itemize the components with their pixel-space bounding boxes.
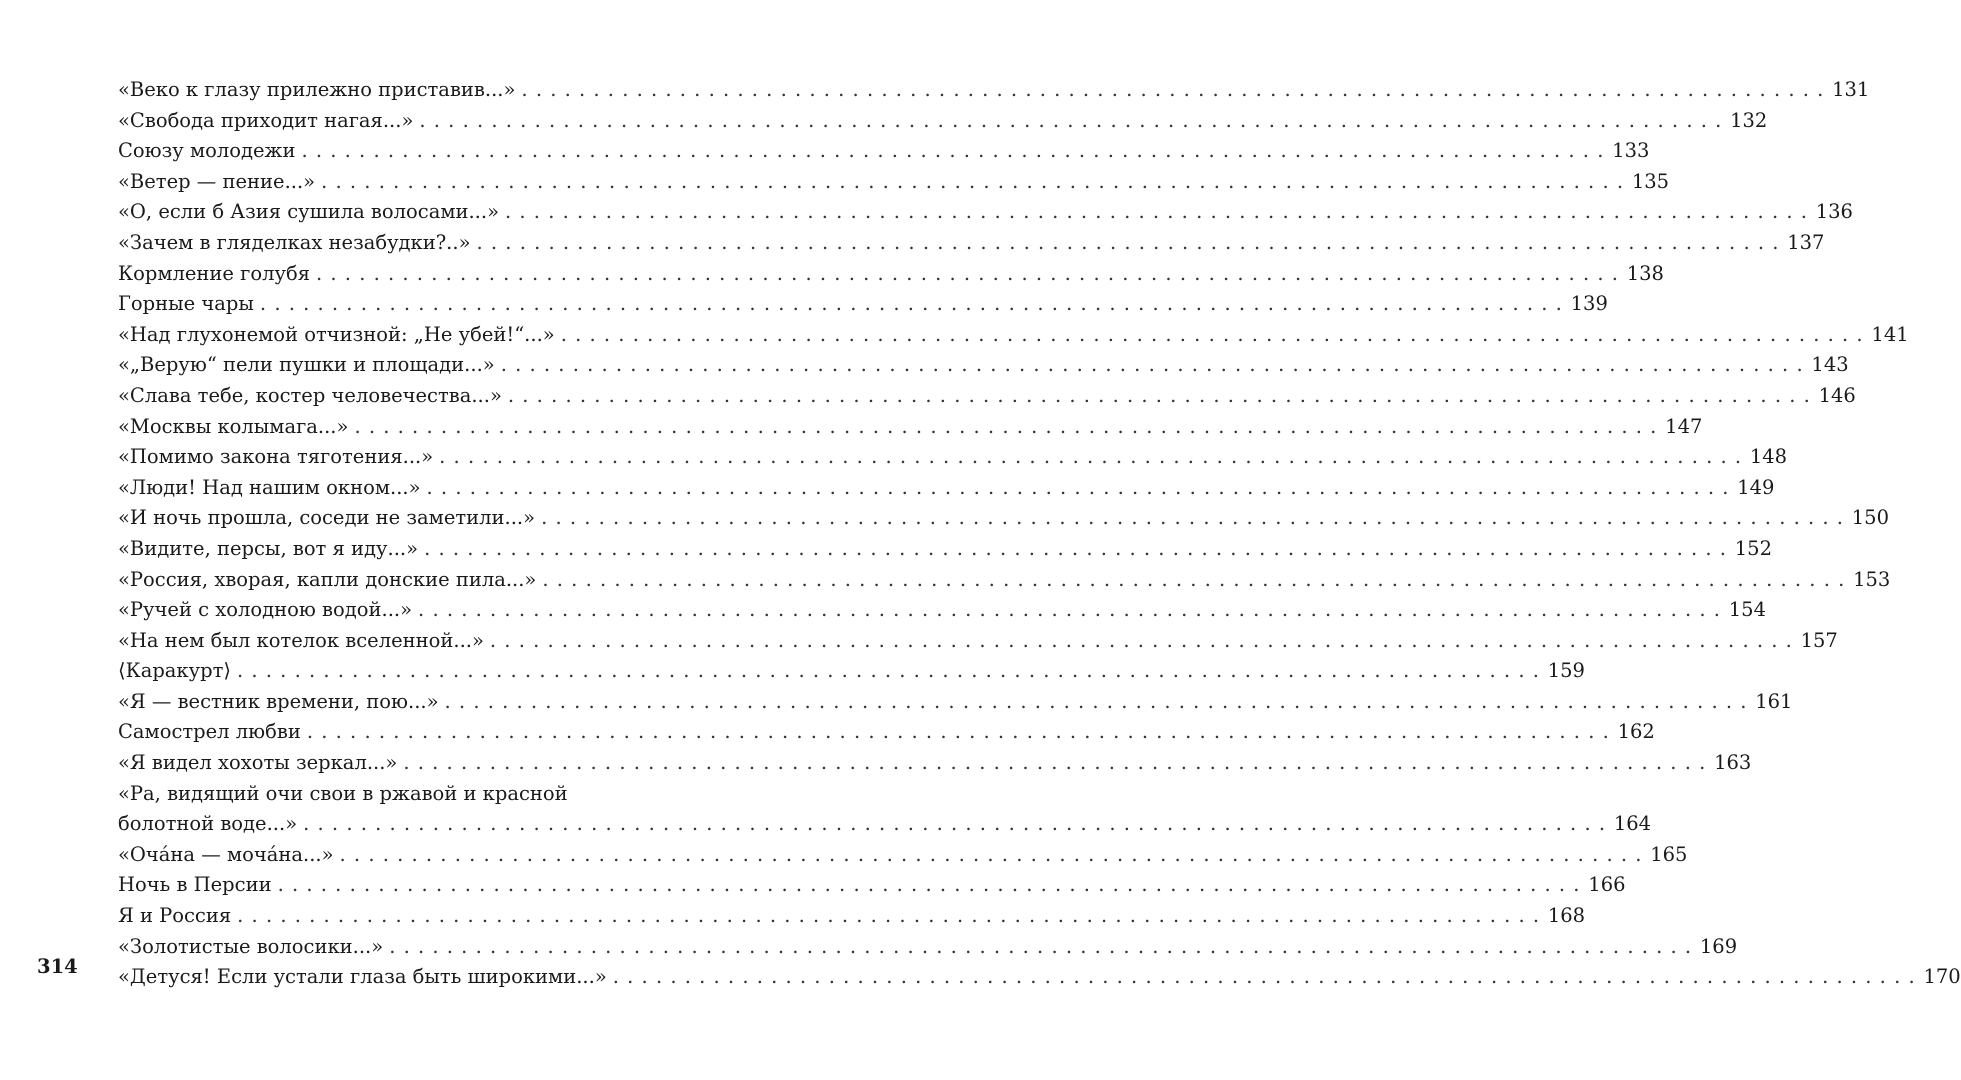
toc-entry-page: 141 [1871,322,1909,346]
toc-entry-title: «Москвы колымага...» [118,414,349,438]
toc-entry-title: «О, если б Азия сушила волосами...» [118,200,500,224]
toc-entry-title: «Над глухонемой отчизной: „Не убей!“...» [118,322,555,346]
toc-entry-title: «Люди! Над нашим окном...» [118,475,421,499]
toc-entry-page: 168 [1547,904,1586,928]
dot-leader [541,503,1843,534]
dot-leader [316,259,1618,290]
toc-entry-page: 149 [1737,475,1775,499]
toc-entry-page: 133 [1612,139,1650,163]
toc-entry-title: «Помимо закона тяготения...» [118,445,434,469]
dot-leader [490,626,1792,657]
toc-entry[interactable] [118,503,1889,534]
dot-leader [505,197,1807,228]
toc-entry-title: Союзу молодежи [118,139,296,163]
dot-leader [561,320,1863,351]
dot-leader [508,381,1810,412]
dot-leader [354,412,1656,443]
toc-entry[interactable] [118,595,1766,626]
toc-entry-title: «Я — вестник времени, пою...» [118,689,439,713]
dot-leader [439,442,1741,473]
toc-entry-page: 154 [1728,598,1766,622]
toc-entry-page: 153 [1853,567,1891,591]
toc-entry[interactable] [118,259,1664,290]
toc-entry[interactable] [118,626,1838,657]
toc-entry-title: «Ветер — пение...» [118,169,316,193]
toc-entry-page: 143 [1811,353,1849,377]
dot-leader [303,809,1605,840]
toc-entry-page: 161 [1755,689,1793,713]
toc-entry-title: «Веко к глазу прилежно приставив...» [118,78,516,101]
toc-entry-title: Горные чары [118,292,254,316]
toc-entry-title: Самострел любви [118,720,301,744]
dot-leader [418,595,1720,626]
toc-entry-title: Я и Россия [118,904,232,928]
toc-entry-page: 159 [1547,659,1585,683]
toc-entry-page: 169 [1699,934,1738,958]
toc-entry-title: «Ручей с холодною водой...» [118,598,413,622]
dot-leader [419,106,1721,137]
toc-entry[interactable] [118,289,1608,320]
toc-entry-page: 147 [1665,414,1703,438]
toc-entry-title: «И ночь прошла, соседи не заметили...» [118,506,536,530]
toc-entry-title: ⟨Каракурт⟩ [118,659,231,683]
dot-leader [321,167,1623,198]
toc-entry-page: 150 [1851,506,1889,530]
dot-leader [237,656,1539,687]
toc-entry-title: «„Верую“ пели пушки и площади...» [118,353,495,377]
dot-leader [477,228,1779,259]
page-number: 314 [37,955,78,978]
toc-entry-title: «Видите, персы, вот я иду...» [118,536,419,560]
dot-leader [389,932,1691,963]
dot-leader [403,748,1705,779]
toc-entry[interactable] [118,320,1909,351]
toc-entry-page: 152 [1734,536,1772,560]
toc-entry[interactable] [118,473,1775,504]
toc-entry-page: 162 [1617,720,1655,744]
dot-leader [424,534,1726,565]
toc-entry-page: 138 [1626,261,1664,285]
toc-entry-page: 135 [1631,169,1670,193]
toc-entry[interactable] [118,565,1891,596]
toc-entry-page: 148 [1749,445,1788,469]
dot-leader [427,473,1729,504]
toc-entry-title: «Зачем в гляделках незабудки?..» [118,230,471,254]
toc-entry-page: 136 [1815,200,1853,224]
dot-leader [307,717,1609,748]
dot-leader [260,289,1562,320]
dot-leader [501,350,1803,381]
toc-entry-title: «На нем был котелок вселенной...» [118,628,484,652]
dot-leader [237,901,1539,932]
dot-leader [340,840,1642,871]
toc-entry-title: «Очáна — мочáна...» [118,842,334,866]
toc-entry[interactable] [118,167,1670,198]
toc-entry-title: Кормление голубя [118,261,311,285]
toc-entry-title: болотной воде...» [118,812,298,836]
toc-entry-title: «Детуся! Если устали глаза быть широкими...» [118,965,607,989]
toc-entry[interactable] [118,870,1626,901]
dot-leader [521,75,1823,106]
dot-leader [542,565,1844,596]
toc-entry-title: «Я видел хохоты зеркал...» [118,751,398,775]
toc-entry[interactable] [118,901,1586,932]
toc-entry-page: 170 [1923,965,1961,989]
dot-leader [445,687,1747,718]
toc-entry-page: 165 [1650,842,1688,866]
toc-entry[interactable] [118,442,1788,473]
toc-entry[interactable] [118,350,1849,381]
toc-entry[interactable] [118,687,1793,718]
dot-leader [301,136,1603,167]
toc-entry-page: 164 [1613,812,1652,836]
toc-entry[interactable] [118,228,1825,259]
toc-entry-title: «Свобода приходит нагая...» [118,108,414,132]
toc-entry[interactable] [118,656,1585,687]
dot-leader [278,870,1580,901]
toc-entry-title: «Россия, хворая, капли донские пила...» [118,567,537,591]
toc-entry-page: 137 [1787,230,1825,254]
toc-entry[interactable] [118,412,1703,443]
dot-leader [613,962,1915,993]
toc-entry-page: 163 [1714,751,1752,775]
toc-entry-title-line1: «Ра, видящий очи свои в ржавой и красной [118,781,568,805]
toc-entry[interactable] [118,840,1688,871]
toc-entry[interactable] [118,779,1652,840]
toc-entry-title: «Золотистые волосики...» [118,934,384,958]
toc-entry[interactable] [118,106,1768,137]
toc-entry[interactable] [118,534,1772,565]
toc-entry[interactable] [118,75,1870,106]
toc-entry[interactable] [118,197,1853,228]
toc-entry[interactable] [118,717,1655,748]
toc-entry-title: Ночь в Персии [118,873,272,897]
toc-entry-page: 166 [1588,873,1626,897]
toc-entry-page: 157 [1800,628,1838,652]
toc-entry-page: 146 [1818,383,1856,407]
toc-entry-page: 131 [1832,78,1870,101]
toc-entry[interactable] [118,932,1738,963]
toc-entry-title: «Слава тебе, костер человечества...» [118,383,502,407]
toc-entry-page: 139 [1570,292,1608,316]
toc-entry[interactable] [118,381,1856,412]
toc-entry[interactable] [118,136,1650,167]
toc-entry[interactable] [118,962,1961,993]
table-of-contents [118,75,1961,993]
toc-entry[interactable] [118,748,1752,779]
toc-entry-page: 132 [1730,108,1768,132]
